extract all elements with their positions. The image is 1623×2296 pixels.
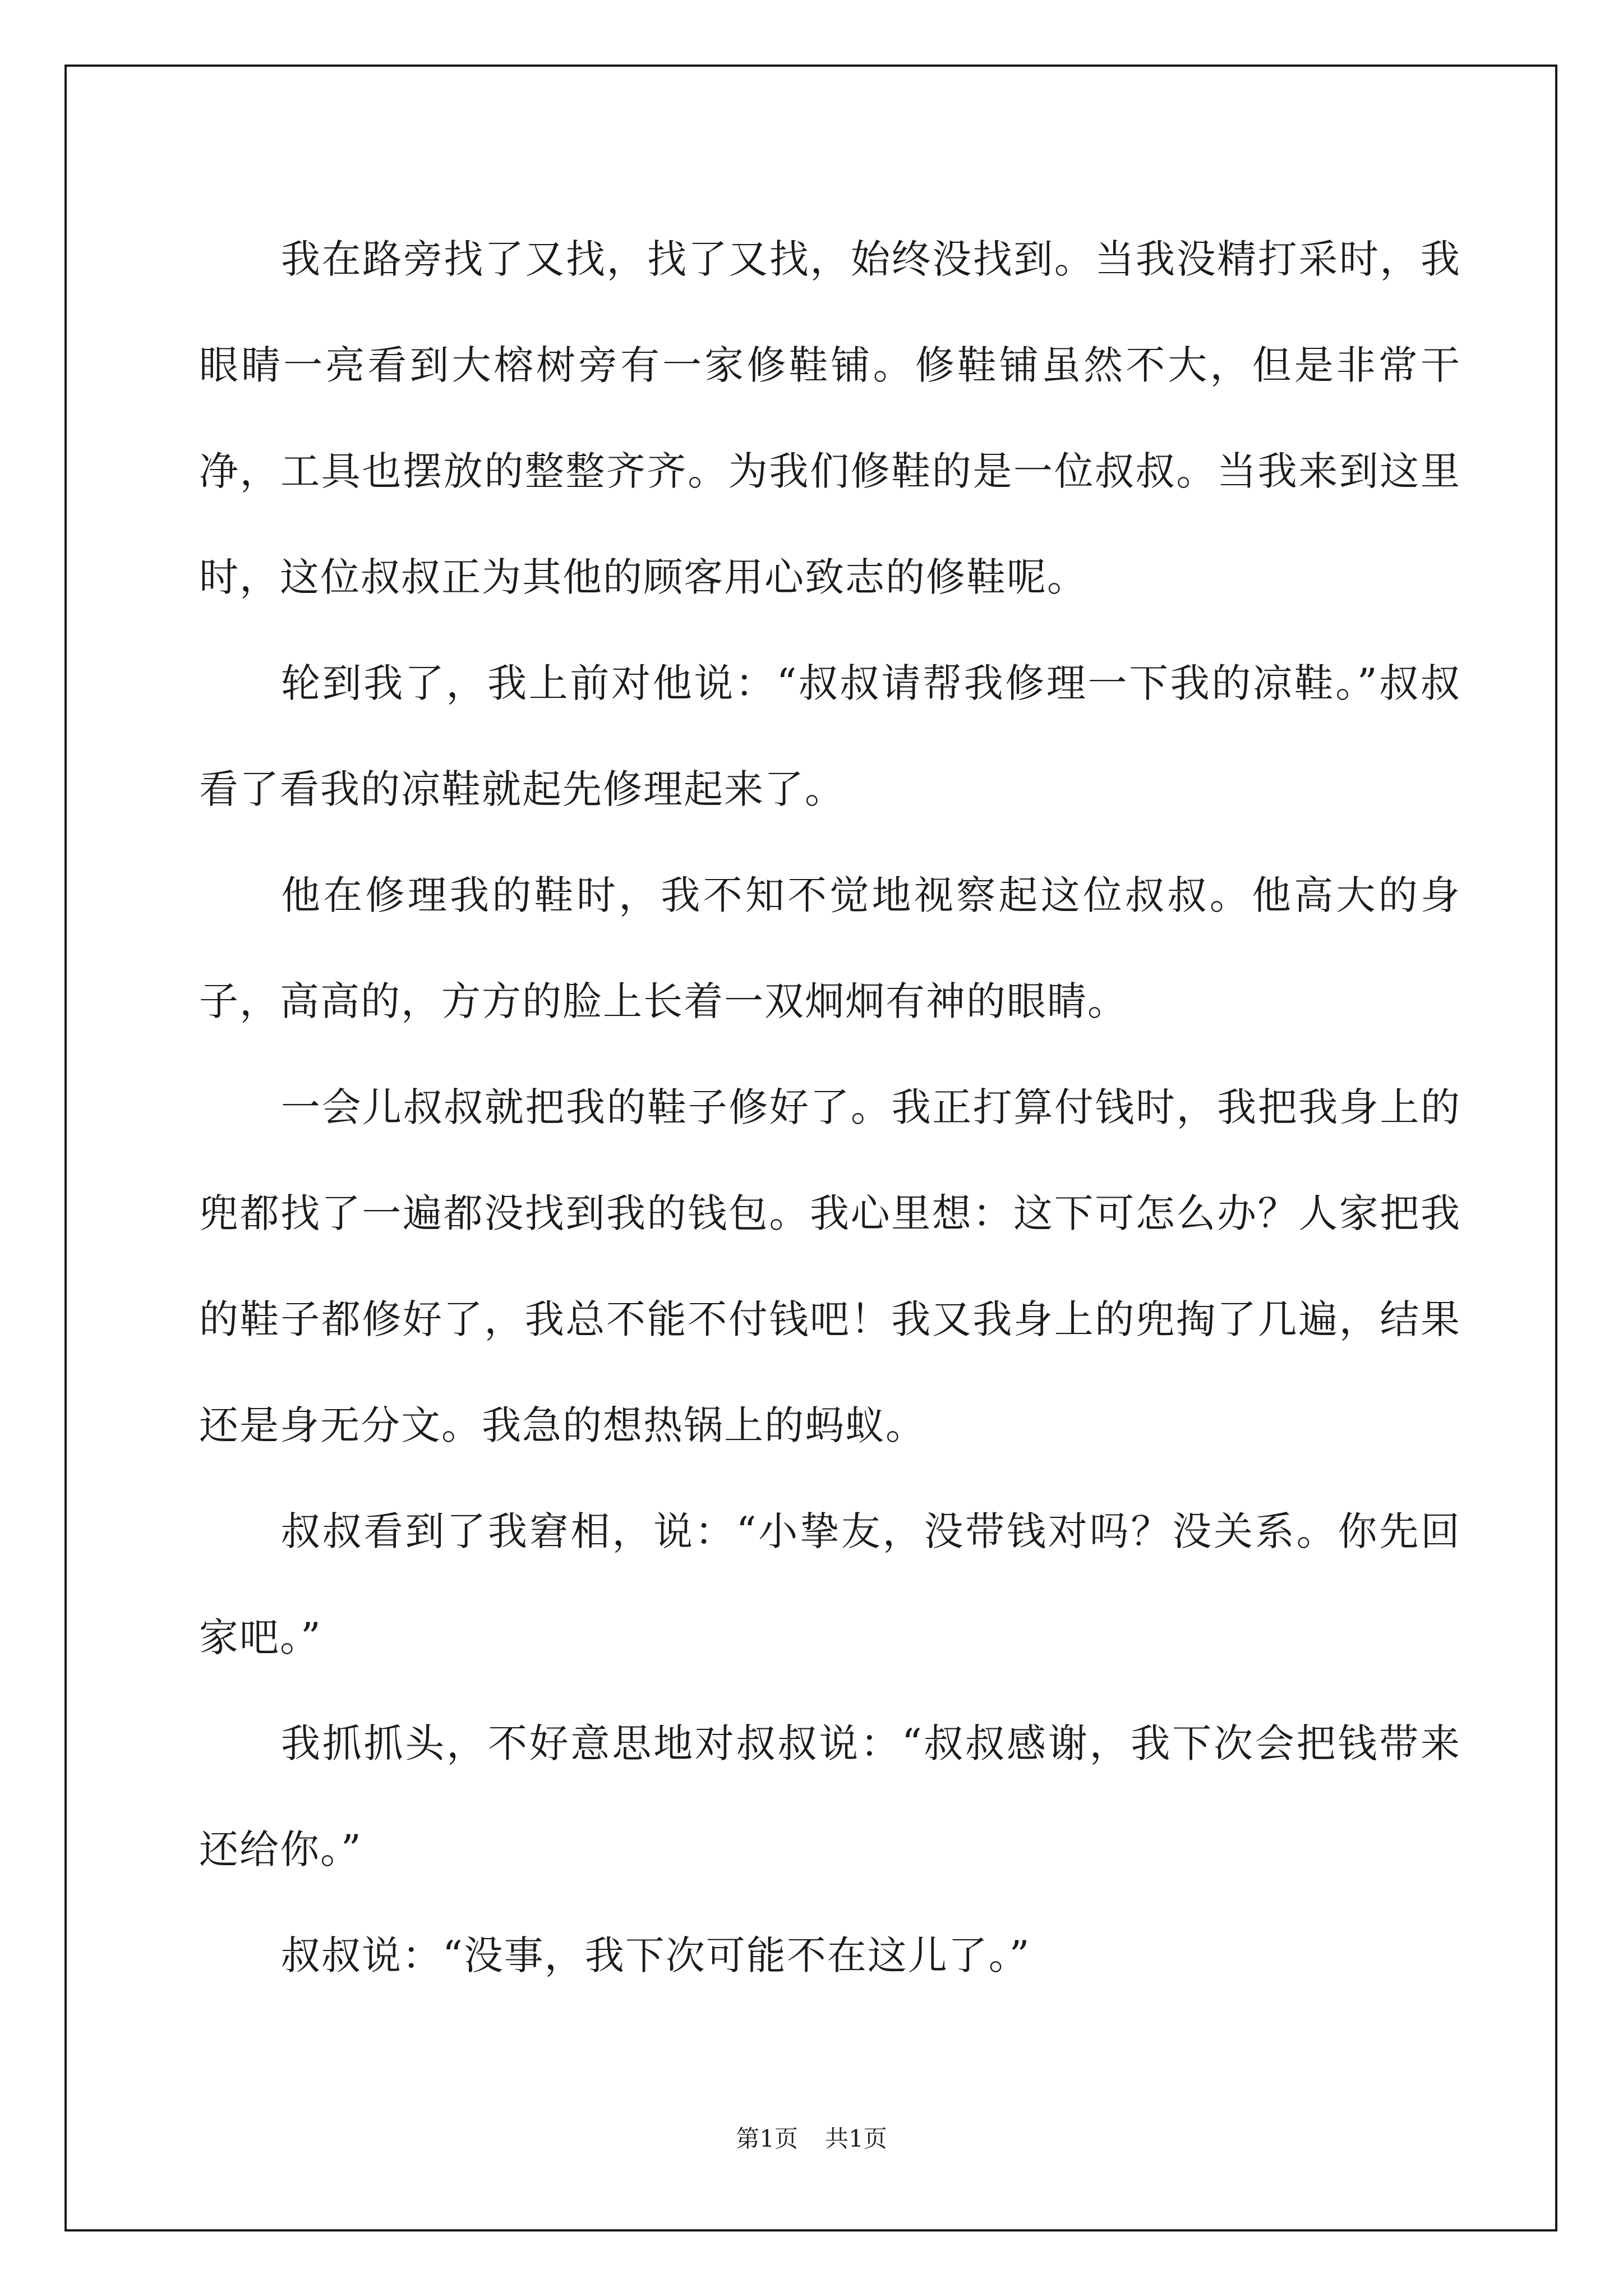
paragraph-1: 我在路旁找了又找，找了又找，始终没找到。当我没精打采时，我眼睛一亮看到大榕树旁有一家修鞋铺。修鞋铺虽然不大，但是非常干净，工具也摆放的整整齐齐。为我们修鞋的是一位叔叔。当我来到这里时，这位叔叔正为其他的顾客用心致志的修鞋呢。 (199, 236, 1461, 600)
paragraph-5: 叔叔看到了我窘相，说：“小挚友，没带钱对吗？没关系。你先回家吧。” (199, 1508, 1461, 1660)
page-footer (0, 2120, 1623, 2154)
page-number: 第1页 (736, 2125, 798, 2152)
paragraph-3: 他在修理我的鞋时，我不知不觉地视察起这位叔叔。他高大的身子，高高的，方方的脸上长着一双炯炯有神的眼睛。 (199, 872, 1461, 1024)
paragraph-2: 轮到我了，我上前对他说：“叔叔请帮我修理一下我的凉鞋。”叔叔看了看我的凉鞋就起先修理起来了。 (199, 660, 1461, 812)
document-body (199, 206, 1461, 2009)
paragraph-6: 我抓抓头，不好意思地对叔叔说：“叔叔感谢，我下次会把钱带来还给你。” (199, 1720, 1461, 1872)
paragraph-4: 一会儿叔叔就把我的鞋子修好了。我正打算付钱时，我把我身上的兜都找了一遍都没找到我的钱包。我心里想：这下可怎么办？人家把我的鞋子都修好了，我总不能不付钱吧！我又我身上的兜掏了几遍，结果还是身无分文。我急的想热锅上的蚂蚁。 (199, 1084, 1461, 1448)
page-total: 共1页 (825, 2125, 887, 2152)
paragraph-7: 叔叔说：“没事，我下次可能不在这儿了。” (281, 1932, 1031, 1978)
